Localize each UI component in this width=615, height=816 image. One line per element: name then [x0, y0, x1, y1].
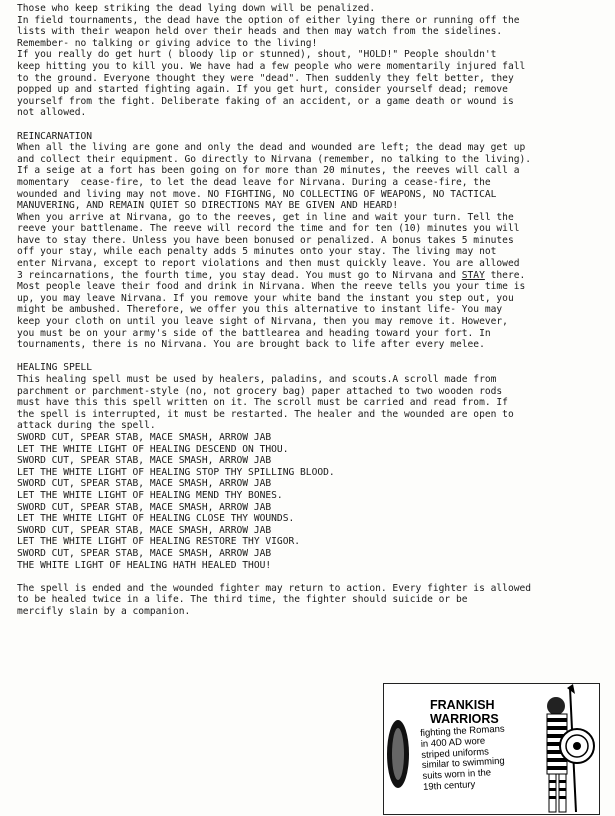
document-line-text: to be healed twice in a life. The third time, the fighter should suicide or be [17, 594, 468, 606]
document-line [17, 548, 609, 560]
document-line-text: wounded and living may not move. NO FIGHTING, NO COLLECTING OF WEAPONS, NO TACTICAL [17, 188, 497, 200]
document-line-text: tournaments, there is no Nirvana. You are brought back to life after every melee. [17, 339, 485, 351]
document-line-text: SWORD CUT, SPEAR STAB, MACE SMASH, ARROW JAB [17, 501, 272, 513]
clipping-caption: fighting the Romans in 400 AD wore striped uniforms similar to swimming suits worn in the 19th century [419, 723, 505, 793]
document-line-text: popped up and started fighting again. If you get hurt, consider yourself dead; remove [17, 84, 508, 96]
clipping-title [430, 698, 550, 726]
document-line [17, 594, 609, 606]
document-line-text: SWORD CUT, SPEAR STAB, MACE SMASH, ARROW JAB [17, 547, 272, 559]
underlined-word: STAY [461, 269, 485, 281]
document-line-text: keep hitting you to kill you. We have had a few people who were momentarily injured fall [17, 60, 526, 72]
document-line-text: Remember- no talking or giving advice to the living! [17, 37, 318, 49]
document-line [17, 212, 609, 224]
document-line-text: enter Nirvana, except to report violations and then must quickly leave. You are allowed [17, 258, 520, 270]
document-line-text: SWORD CUT, SPEAR STAB, MACE SMASH, ARROW JAB [17, 478, 272, 490]
document-line [17, 502, 609, 514]
document-line [17, 397, 609, 409]
document-line-text: reeve your battlename. The reeve will record the time and for ten (10) minutes you will [17, 223, 520, 235]
document-line-text: LET THE WHITE LIGHT OF HEALING STOP THY SPILLING BLOOD. [17, 466, 335, 478]
document-line-text: This healing spell must be used by healers, paladins, and scouts.A scroll made from [17, 374, 497, 385]
document-line-text: When you arrive at Nirvana, go to the reeves, get in line and wait your turn. Tell the [17, 211, 514, 223]
document-line-text: In field tournaments, the dead have the option of either lying there or running off the [17, 14, 520, 26]
document-line [17, 316, 609, 328]
document-line-text: LET THE WHITE LIGHT OF HEALING RESTORE THY VIGOR. [17, 536, 301, 548]
document-line [17, 444, 609, 456]
document-line [17, 409, 609, 421]
document-line [17, 165, 609, 177]
document-line-text: you must be on your army's side of the battlearea and heading toward your fort. In [17, 327, 491, 339]
document-line-text: momentary cease-fire, to let the dead leave for Nirvana. During a cease-fire, the [17, 176, 491, 188]
document-line [17, 177, 609, 189]
document-line-text: SWORD CUT, SPEAR STAB, MACE SMASH, ARROW JAB [17, 524, 272, 536]
document-line [17, 386, 609, 398]
document-line-text: SWORD CUT, SPEAR STAB, MACE SMASH, ARROW JAB [17, 455, 272, 467]
document-line [17, 328, 609, 340]
document-line [17, 142, 609, 154]
document-line-text: 3 reincarnations, the fourth time, you stay dead. You must go to Nirvana and [17, 269, 462, 281]
document-line [17, 339, 609, 351]
document-line [17, 235, 609, 247]
document-line-text: and collect their equipment. Go directly to Nirvana (remember, no talking to the living). [17, 153, 532, 165]
document-line-text: When all the living are gone and only the dead and wounded are left; the dead may get up [17, 142, 526, 154]
document-line [17, 525, 609, 537]
document-line [17, 571, 609, 583]
document-line-text: LET THE WHITE LIGHT OF HEALING CLOSE THY WOUNDS. [17, 513, 295, 525]
document-line [17, 258, 609, 270]
document-line [17, 246, 609, 258]
document-line-text: keep your cloth on until you leave sight of Nirvana, then you may remove it. However, [17, 316, 508, 328]
document-line-text: the spell is interrupted, it must be restarted. The healer and the wounded are open to [17, 408, 514, 420]
document-line-text: Those who keep striking the dead lying down will be penalized. [17, 3, 376, 14]
document-line-text: parchment or parchment-style (no, not grocery bag) paper attached to two wooden rods [17, 385, 503, 397]
document-line-text: not allowed. [17, 107, 87, 119]
document-line [17, 270, 609, 282]
document-line [17, 281, 609, 293]
document-line-text: to the ground. Everyone thought they were "dead". Then suddenly they felt better, they [17, 72, 514, 84]
document-line [17, 107, 609, 119]
document-line [17, 49, 609, 61]
document-line-text: MANUVERING, AND REMAIN QUIET SO DIRECTIONS MAY BE GIVEN AND HEARD! [17, 200, 399, 212]
document-line [17, 15, 609, 27]
document-line [17, 490, 609, 502]
document-line [17, 84, 609, 96]
document-line-text: LET THE WHITE LIGHT OF HEALING DESCEND ON THOU. [17, 443, 289, 455]
document-line [17, 26, 609, 38]
document-line [17, 304, 609, 316]
document-line [17, 583, 609, 595]
document-line-text: have to stay there. Unless you have been bonused or penalized. A bonus takes 5 minutes [17, 234, 514, 246]
document-line [17, 513, 609, 525]
document-line [17, 467, 609, 479]
document-line [17, 455, 609, 467]
document-line [17, 536, 609, 548]
document-line-text: If a seige at a fort has been going on for more than 20 minutes, the reeves will call a [17, 165, 520, 177]
document-line [17, 606, 609, 618]
newspaper-clipping [383, 683, 600, 815]
document-line [17, 154, 609, 166]
document-line [17, 131, 609, 143]
document-line-text: If you really do get hurt ( bloody lip or stunned), shout, "HOLD!" People shouldn't [17, 49, 497, 61]
document-line-text: Most people leave their food and drink in Nirvana. When the reeve tells you your time is [17, 281, 526, 293]
document-line-text: off your stay, while each penalty adds 5 minutes onto your stay. The living may not [17, 246, 497, 258]
document-line-text: The spell is ended and the wounded fighter may return to action. Every fighter is allowed [17, 582, 532, 594]
document-line-text: mercifly slain by a companion. [17, 605, 191, 617]
document-line [17, 293, 609, 305]
document-line [17, 3, 609, 15]
document-line-text: THE WHITE LIGHT OF HEALING HATH HEALED THOU! [17, 559, 272, 571]
document-text [17, 3, 609, 617]
document-line-text: lists with their weapon held over their heads and then may watch from the sidelines. [17, 26, 503, 38]
document-line [17, 189, 609, 201]
document-line [17, 73, 609, 85]
document-line [17, 38, 609, 50]
clipping-title-line-1: FRANKISH [430, 698, 495, 712]
document-line [17, 478, 609, 490]
document-line-text: SWORD CUT, SPEAR STAB, MACE SMASH, ARROW JAB [17, 431, 272, 443]
document-line [17, 374, 609, 386]
clipping-title-line-2: WARRIORS [430, 712, 499, 726]
document-line [17, 362, 609, 374]
document-line [17, 223, 609, 235]
document-line [17, 96, 609, 108]
document-line-text: must have this this spell written on it. The scroll must be carried and read from. If [17, 397, 508, 409]
document-line-text: attack during the spell. [17, 420, 156, 432]
document-line-text: REINCARNATION [17, 130, 93, 142]
document-line [17, 351, 609, 363]
document-line-text: up, you may leave Nirvana. If you remove your white band the instant you step out, you [17, 292, 514, 304]
document-line [17, 432, 609, 444]
document-line [17, 119, 609, 131]
document-line [17, 560, 609, 572]
document-line [17, 420, 609, 432]
document-line [17, 200, 609, 212]
document-line-text: there. [484, 269, 526, 281]
document-line-text: LET THE WHITE LIGHT OF HEALING MEND THY BONES. [17, 489, 283, 501]
document-line-text: yourself from the fight. Deliberate faking of an accident, or a game death or wound is [17, 95, 514, 107]
document-line-text: HEALING SPELL [17, 362, 93, 374]
document-line-text: might be ambushed. Therefore, we offer you this alternative to instant life- You may [17, 304, 503, 316]
document-line [17, 61, 609, 73]
